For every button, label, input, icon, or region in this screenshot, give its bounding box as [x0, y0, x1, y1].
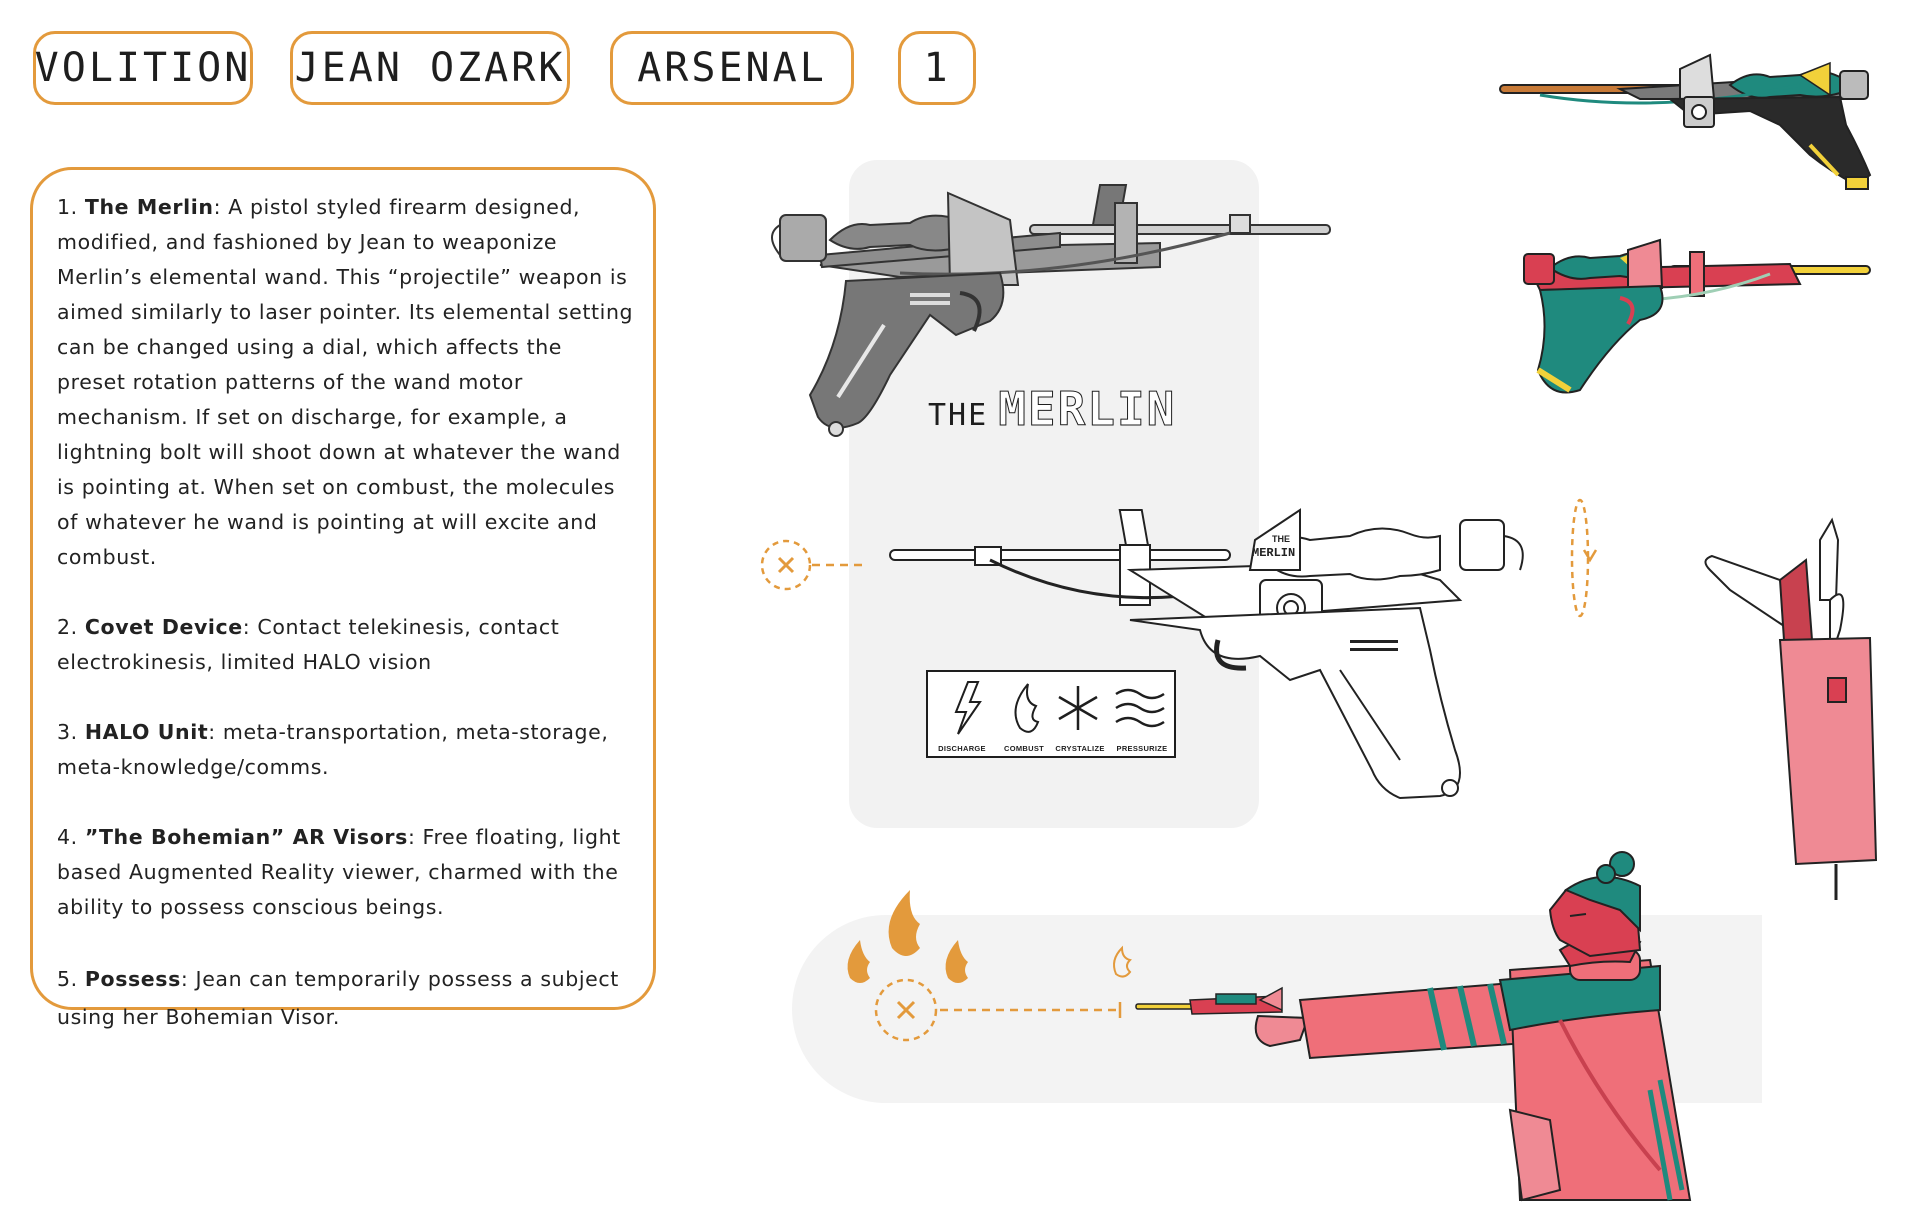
flame-icon	[848, 940, 870, 983]
description-item-merlin: 1. The Merlin: A pistol styled firearm designed, modified, and fashioned by Jean to weaponize Merlin’s elemental wand. This “projectile” weapon is aimed similarly to laser pointer. Its elemental setting can be changed using a dial, which affects the preset rotation patterns of the wand motor mechanism. If set on discharge, for example, a lightning bolt will shoot down at whatever the wand is pointing at. When set on combust, the molecules of whatever he wand is pointing at will excite and combust.	[57, 195, 634, 569]
badge-top-text: THE	[1272, 534, 1290, 544]
holster-illustration	[1700, 520, 1880, 900]
description-panel	[30, 167, 656, 1029]
flame-icon	[946, 940, 968, 983]
item-title: HALO Unit	[84, 720, 209, 744]
tag-page-number: 1	[898, 31, 976, 105]
tag-volition: VOLITION	[33, 31, 253, 105]
item-body: : Jean can temporarily possess a subject using her Bohemian Visor.	[57, 967, 619, 1029]
weapon-title	[928, 382, 1188, 442]
item-body: : Free floating, light based Augmented Reality viewer, charmed with the ability to possess conscious beings.	[57, 825, 621, 919]
item-title: ”The Bohemian” AR Visors	[84, 825, 408, 849]
description-item-bohemian-visors: 4. ”The Bohemian” AR Visors: Free floating, light based Augmented Reality viewer, charmed with the ability to possess conscious beings.	[57, 825, 621, 919]
badge-bottom-text: MERLIN	[1252, 546, 1296, 560]
target-marker-left	[760, 535, 870, 595]
item-body: : Contact telekinesis, contact electrokinesis, limited HALO vision	[57, 615, 560, 674]
description-item-covet-device: 2. Covet Device: Contact telekinesis, contact electrokinesis, limited HALO vision	[57, 615, 560, 674]
weapon-title-name: MERLIN	[998, 382, 1177, 436]
tag-jean-ozark: JEAN OZARK	[290, 31, 570, 105]
legend-label-combust: COMBUST	[1003, 744, 1044, 753]
legend-label-pressurize: PRESSURIZE	[1116, 744, 1168, 753]
jean-ozark-character-illustration	[1130, 870, 1730, 1210]
tag-arsenal: ARSENAL	[610, 31, 854, 105]
description-item-halo-unit: 3. HALO Unit: meta-transportation, meta-storage, meta-knowledge/comms.	[57, 720, 609, 779]
item-body: : meta-transportation, meta-storage, meta-knowledge/comms.	[57, 720, 609, 779]
rotation-indicator	[1568, 496, 1598, 622]
legend-label-crystalize: CRYSTALIZE	[1055, 744, 1105, 753]
wind-icon	[1116, 690, 1164, 726]
elemental-settings-legend	[926, 670, 1176, 758]
weapon-title-prefix: THE	[928, 398, 989, 433]
item-title: The Merlin	[84, 195, 214, 219]
legend-icons	[928, 672, 1178, 742]
merlin-pistol-pink-illustration	[1510, 240, 1880, 410]
lightning-icon	[956, 682, 980, 734]
flame-icon	[1114, 948, 1130, 977]
item-title: Covet Device	[84, 615, 243, 639]
legend-label-discharge: DISCHARGE	[938, 744, 986, 753]
item-body: : A pistol styled firearm designed, modified, and fashioned by Jean to weaponize Merlin’s elemental wand. This “projectile” weapon is aimed similarly to laser pointer. Its elemental setting can be changed using a dial, which affects the preset rotation patterns of the wand motor mechanism. If set on discharge, for example, a lightning bolt will shoot down at whatever the wand is pointing at. When set on combust, the molecules of whatever he wand is pointing at will excite and combust.	[57, 195, 634, 569]
flame-icon	[889, 890, 920, 956]
item-title: Possess	[84, 967, 181, 991]
merlin-pistol-outline-illustration	[880, 500, 1560, 810]
snowflake-icon	[1059, 686, 1097, 730]
flame-icon	[1016, 684, 1039, 732]
combust-target-scene	[840, 880, 1160, 1070]
merlin-pistol-color-illustration	[1500, 55, 1880, 225]
description-item-possess: 5. Possess: Jean can temporarily possess a subject using her Bohemian Visor.	[57, 967, 619, 1029]
